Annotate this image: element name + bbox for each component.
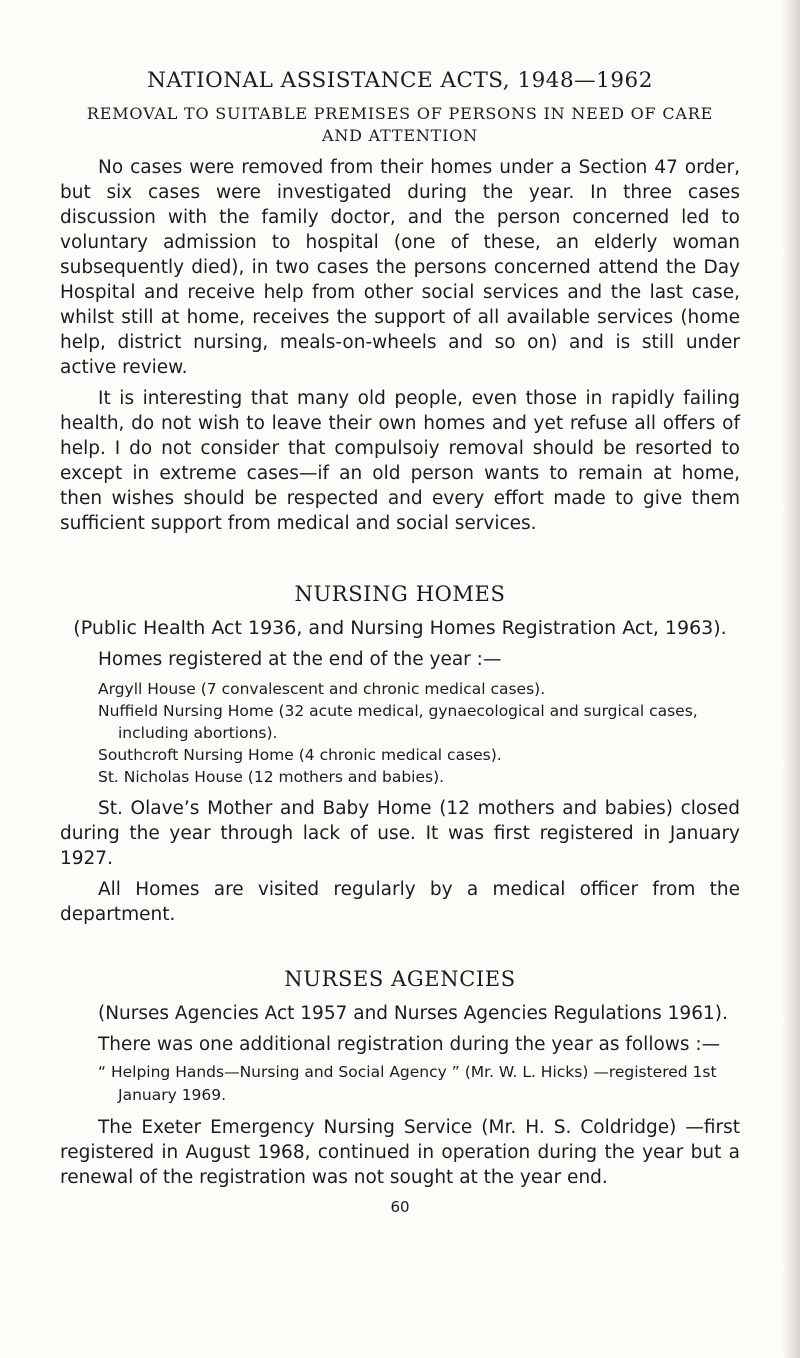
nurses-agencies-act: (Nurses Agencies Act 1957 and Nurses Agencies Regulations 1961). [98,1003,728,1024]
nursing-homes-heading: NURSING HOMES [294,582,506,606]
removal-paragraph-2: It is interesting that many old people, even those in rapidly failing health, do not wish to leave their own homes and yet refuse all offers of help. I do not consider that compulsoiy removal should be resorted to except in extreme cases—if an old person wants to remain at home, then wishes should be respected and every effort made to give them sufficient support from medical and social services. [60,388,740,534]
document-page [60,68,740,1216]
running-head: NATIONAL ASSISTANCE ACTS, 1948—1962 [147,68,653,93]
nurses-agencies-intro: There was one additional registration during the year as follows :— [98,1034,721,1055]
removal-heading-line1: REMOVAL TO SUITABLE PREMISES OF PERSONS IN NEED OF CARE [86,104,714,123]
nursing-homes-intro: Homes registered at the end of the year :— [98,649,502,670]
removal-paragraph-1: No cases were removed from their homes under a Section 47 order, but six cases were investigated during the year. In three cases discussion with the family doctor, and the person concerned led to voluntary admission to hospital (one of these, an elderly woman subsequently died), in two cases the persons concerned attend the Day Hospital and receive help from other social services and the last case, whilst still at home, receives the support of all available services (home help, district nursing, meals-on-wheels and so on) and is still under active review. [60,157,740,378]
nursing-homes-closed-paragraph: St. Olave’s Mother and Baby Home (12 mothers and babies) closed during the year through lack of use. It was first registered in January 1927. [60,798,740,869]
list-item: Southcroft Nursing Home (4 chronic medical cases). [98,746,502,764]
nurses-agencies-entry: “ Helping Hands—Nursing and Social Agency ” (Mr. W. L. Hicks) —registered 1st January 1969. [98,1063,717,1104]
nursing-homes-list [98,678,740,788]
removal-heading [60,103,740,147]
list-item: Argyll House (7 convalescent and chronic medical cases). [98,680,546,698]
list-item: St. Nicholas House (12 mothers and babies). [98,768,445,786]
nurses-agencies-heading: NURSES AGENCIES [284,967,516,991]
list-item: Nuffield Nursing Home (32 acute medical, gynaecological and surgical cases, including abortions). [98,702,698,742]
page-edge-shadow [782,0,800,1358]
nursing-homes-visited-paragraph: All Homes are visited regularly by a medical officer from the department. [60,879,740,925]
nurses-agencies-exeter-paragraph: The Exeter Emergency Nursing Service (Mr. H. S. Coldridge) —first registered in August 1968, continued in operation during the year but a renewal of the registration was not sought at the year end. [60,1117,740,1188]
page-number: 60 [390,1198,410,1216]
nursing-homes-act: (Public Health Act 1936, and Nursing Homes Registration Act, 1963). [73,617,727,639]
removal-heading-line2: AND ATTENTION [322,126,478,145]
